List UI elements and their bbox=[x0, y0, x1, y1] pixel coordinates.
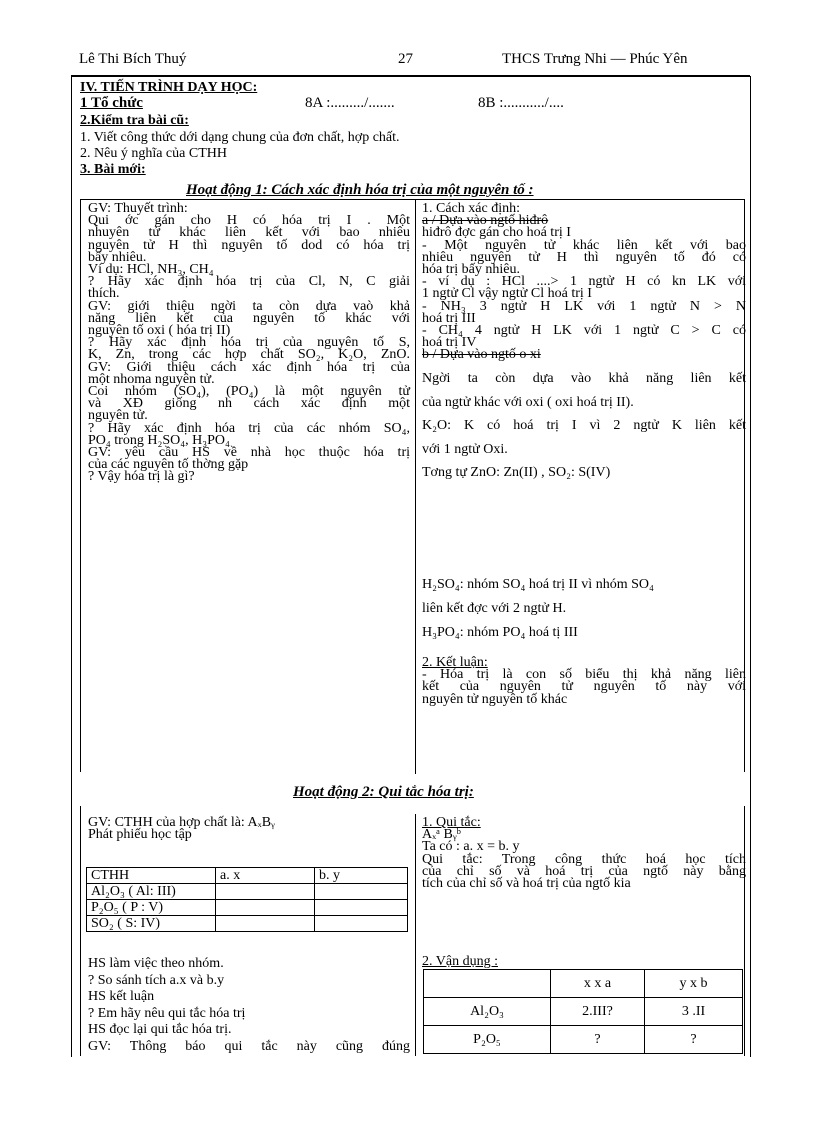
a1-right-line: - Một nguyên tử khác liên kết với bao bbox=[422, 237, 746, 253]
table-cell: P₂O₅ bbox=[424, 1026, 551, 1054]
a1-right-line: liên kết đợc với 2 ngtử H. bbox=[422, 601, 567, 616]
activity2-right bbox=[422, 817, 746, 890]
new-lesson-label: 3. Bài mới: bbox=[80, 162, 146, 177]
a2-left-line: HS làm việc theo nhóm. bbox=[88, 956, 224, 971]
header-author: Lê Thi Bích Thuý bbox=[79, 51, 187, 67]
a1-right-line: hoá trị IV bbox=[422, 335, 477, 351]
class-8a: 8A :........./....... bbox=[305, 95, 395, 111]
a2-left-line: ? Em hãy nêu qui tắc hóa trị bbox=[88, 1005, 246, 1021]
table-cell bbox=[315, 900, 408, 916]
a1-left-line: GV: giới thiệu ngời ta còn dựa vaò khả bbox=[88, 298, 410, 314]
a1-left-line: ? Vậy hóa trị là gì? bbox=[88, 469, 195, 485]
rule-formula: Aₓᵃ Bᵧᵇ bbox=[422, 827, 461, 843]
table-row bbox=[424, 1026, 743, 1054]
a1-right-line: 1. Cách xác định: bbox=[422, 201, 520, 216]
table-cell bbox=[216, 884, 315, 900]
table-cell: Al₂O₃ bbox=[424, 998, 551, 1026]
a1-right-line: Ngời ta còn dựa vào khả năng liên kết bbox=[422, 371, 746, 386]
activity1-divider bbox=[415, 199, 416, 774]
a2-left-line: ? So sánh tích a.x và b.y bbox=[88, 972, 225, 988]
activity1-right-middle bbox=[422, 367, 746, 485]
a1-right-line: - NH₃ 3 ngtử H LK với 1 ngtử N > N bbox=[422, 298, 746, 314]
table-row bbox=[87, 916, 408, 932]
table-cell bbox=[315, 884, 408, 900]
header-school: THCS Trưng Nhi — Phúc Yên bbox=[502, 51, 688, 67]
table-cell: ? bbox=[645, 1026, 743, 1054]
a1-right-line: - CH₄ 4 ngtử H LK với 1 ngtử C > C có bbox=[422, 323, 746, 339]
table-cell: 3 .II bbox=[645, 998, 743, 1026]
table-header-cell bbox=[424, 970, 551, 998]
table-row bbox=[87, 900, 408, 916]
a1-right-line: của ngtử khác với oxi ( oxi hoá trị II). bbox=[422, 394, 634, 410]
a1-right-line: hiđrô đợc gán cho hoá trị I bbox=[422, 225, 571, 241]
a1-left-line: bấy nhiêu. bbox=[88, 249, 147, 265]
a1-left-line: thích. bbox=[88, 286, 120, 302]
a1-left-line: nguyên tử H thì nguyên tố dod có hóa trị bbox=[88, 237, 410, 253]
header-rule bbox=[71, 75, 750, 77]
table-cell: SO₂ ( S: IV) bbox=[87, 916, 216, 932]
activity2-title: Hoạt động 2: Qui tắc hóa trị: bbox=[293, 784, 474, 800]
a1-left-line: của các nguyên tố thờng gặp bbox=[88, 457, 249, 473]
rule-line: Qui tắc: Trong công thức hoá học tích bbox=[422, 851, 746, 867]
rule-line: của chỉ số và hoá trị của ngtố này bằng bbox=[422, 863, 746, 879]
a1-right-line: kết của nguyên tử nguyên tố này với bbox=[422, 679, 746, 695]
a1-left-line: ? Hãy xác định hóa trị của các nhóm SO₄, bbox=[88, 420, 410, 436]
a1-left-line: ? Hãy xác định hóa trị của Cl, N, C giải bbox=[88, 274, 410, 290]
a1-right-line: nguyên tử nguyên tố khác bbox=[422, 691, 568, 707]
a2-left-line: Phát phiếu học tập bbox=[88, 827, 192, 843]
a1-right-line: Tơng tự ZnO: Zn(II) , SO₂: S(IV) bbox=[422, 465, 611, 480]
table-cell bbox=[216, 900, 315, 916]
a1-right-line: K₂O: K có hoá trị I vì 2 ngtử K liên kết bbox=[422, 418, 746, 433]
a1-right-line: hóa trị bấy nhiêu. bbox=[422, 262, 520, 278]
table-row bbox=[424, 998, 743, 1026]
activity2-left-bottom bbox=[88, 956, 410, 1055]
a1-left-line: GV: Thuyết trình: bbox=[88, 201, 188, 216]
table-header-cell: CTHH bbox=[87, 868, 216, 884]
table-cell bbox=[216, 916, 315, 932]
a1-right-line: - Hóa trị là con số biểu thị khả năng liên bbox=[422, 667, 746, 683]
table-row bbox=[87, 884, 408, 900]
a1-right-line: - ví dụ : HCl ....> 1 ngtử H có kn LK với bbox=[422, 274, 746, 290]
rule-label: 1. Qui tắc: bbox=[422, 815, 481, 830]
activity1-left bbox=[88, 203, 410, 484]
table-cell bbox=[315, 916, 408, 932]
table-row bbox=[424, 970, 743, 998]
a1-left-line: năng liên kết của nguyên tố khác với bbox=[88, 310, 410, 326]
a1-right-line: nhiêu nguyên tử H thì nguyên tố đó có bbox=[422, 249, 746, 265]
a1-left-line: GV: yêu cầu HS về nhà học thuộc hóa trị bbox=[88, 445, 410, 461]
a2-left-line: GV: CTHH của hợp chất là: AₓBᵧ bbox=[88, 815, 275, 830]
table-header-cell: x x a bbox=[551, 970, 645, 998]
table-cell: ? bbox=[551, 1026, 645, 1054]
review-q1: 1. Viết công thức dới dạng chung của đơn chất, hợp chất. bbox=[80, 130, 400, 145]
a1-left-line: và XĐ giống nh cách xác định một bbox=[88, 396, 410, 412]
review-label: 2.Kiểm tra bài cũ: bbox=[80, 113, 189, 128]
a1-left-line: nhuyên tử khác liên kết với bao nhiêu bbox=[88, 225, 410, 241]
table-header-cell: b. y bbox=[315, 868, 408, 884]
a1-right-line: 1 ngtử Cl vậy ngtử Cl hoá trị I bbox=[422, 286, 592, 302]
class-8b: 8B :.........../.... bbox=[478, 95, 564, 111]
header-page-number: 27 bbox=[398, 51, 413, 67]
a1-right-line: 2. Kết luận: bbox=[422, 655, 488, 670]
a1-left-line: Ví dụ: HCl, NH₃, CH₄ bbox=[88, 262, 214, 278]
a1-left-line: một nhoma nguyên tử. bbox=[88, 371, 215, 387]
a1-right-line: hoá trị III bbox=[422, 310, 476, 326]
a1-left-line: nguyên tử. bbox=[88, 408, 148, 424]
apply-label: 2. Vận dụng : bbox=[422, 954, 498, 969]
a1-left-line: PO₄ trong H₂SO₄, H₃PO₄ bbox=[88, 432, 230, 448]
activity1-right-top bbox=[422, 203, 746, 362]
worksheet-table bbox=[86, 867, 408, 932]
table-header-cell: a. x bbox=[216, 868, 315, 884]
a1-right-line: với 1 ngtử Oxi. bbox=[422, 441, 508, 457]
table-cell: Al₂O₃ ( Al: III) bbox=[87, 884, 216, 900]
apply-table bbox=[423, 969, 743, 1054]
activity1-right-groups bbox=[422, 573, 746, 645]
rule-equation: Ta có : a. x = b. y bbox=[422, 839, 520, 855]
table-cell: 2.III? bbox=[551, 998, 645, 1026]
section-title: IV. TIẾN TRÌNH DẠY HỌC: bbox=[80, 80, 258, 95]
review-q2: 2. Nêu ý nghĩa của CTHH bbox=[80, 146, 227, 161]
a1-left-line: nguyên tố oxi ( hóa trị II) bbox=[88, 323, 231, 339]
a1-left-line: Qui ớc gán cho H có hóa trị I . Một bbox=[88, 213, 410, 229]
a1-right-line: b / Dựa vào ngtố o xi bbox=[422, 347, 541, 363]
table-cell: P₂O₅ ( P : V) bbox=[87, 900, 216, 916]
a2-left-line: HS đọc lại qui tắc hóa trị. bbox=[88, 1022, 232, 1037]
activity1-conclusion bbox=[422, 657, 746, 706]
a1-right-line: H₂SO₄: nhóm SO₄ hoá trị II vì nhóm SO₄ bbox=[422, 577, 654, 592]
org-label: 1 Tổ chức bbox=[80, 95, 143, 111]
a2-left-line: GV: Thông báo qui tắc này cũng đúng bbox=[88, 1038, 410, 1054]
table-row bbox=[87, 868, 408, 884]
a1-left-line: GV: Giới thiệu cách xác định hóa trị của bbox=[88, 359, 410, 375]
a1-left-line: ? Hãy xác định hóa trị của nguyên tố S, bbox=[88, 335, 410, 351]
table-header-cell: y x b bbox=[645, 970, 743, 998]
a2-left-line: HS kết luận bbox=[88, 989, 155, 1004]
activity2-divider bbox=[415, 814, 416, 1056]
a1-right-line: H₃PO₄: nhóm PO₄ hoá tị III bbox=[422, 625, 578, 640]
activity2-left-top bbox=[88, 817, 410, 841]
rule-line: tích của chỉ số và hoá trị của ngtố kia bbox=[422, 876, 631, 892]
a1-left-line: K, Zn, trong các hợp chất SO₂, K₂O, ZnO. bbox=[88, 347, 410, 363]
activity1-title: Hoạt động 1: Cách xác định hóa trị của một nguyên tố : bbox=[186, 182, 534, 198]
a1-right-line: a / Dựa vào ngtố hiđrô bbox=[422, 213, 549, 229]
a1-left-line: Coi nhóm (SO₄), (PO₄) là một nguyên tử bbox=[88, 384, 410, 400]
